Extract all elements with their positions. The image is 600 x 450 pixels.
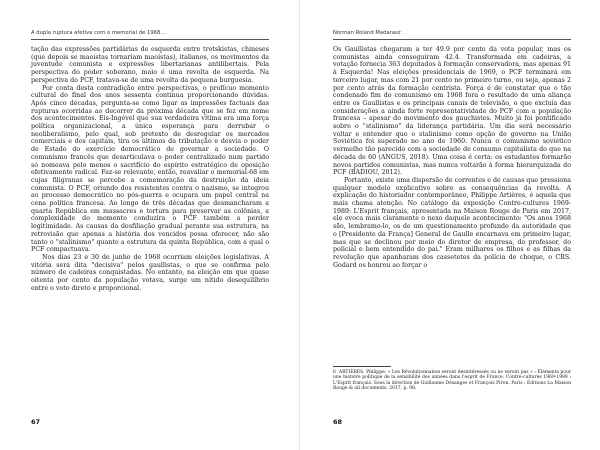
left-header-rule — [31, 39, 269, 40]
footnote — [333, 370, 571, 391]
footnote-rule — [333, 366, 391, 367]
right-running-head: Norman Roland Madarasz — [333, 30, 401, 36]
left-paragraph-3: Nos dias 23 e 30 de junho de 1968 ocorriam eleições legislativas. A vitória será dita "decisiva" pelos gaullistas, o que se confirma pelo número de cadeiras conquistadas. No entanto, na eleição em que quase oitenta por cento da população votava, surge um nítido desequilíbrio entre o voto direto e proporcional. — [31, 253, 269, 292]
right-page — [300, 0, 600, 450]
left-page-number: 67 — [31, 418, 41, 426]
left-running-head: A dupla ruptura afetiva com o memorial de 1968... — [31, 30, 166, 36]
footnote-text: ARTIÈRES, Philippe. « Les Révolutionnaires seront desintéressés ou ne seront pas » : Éléments pour une histoire politique de la sensibilité des années dans l'esprit de France. Contre-cultures 1969-1989 : L'Esprit français. Sous la direction de Guillaume Désanges et François Piron. Paris : Éditions La Maison Rouge & all documents, 2017, p. 98. — [333, 370, 571, 391]
left-body-text — [31, 46, 269, 293]
right-body-text — [333, 46, 571, 269]
right-page-number: 68 — [333, 418, 343, 426]
left-paragraph-2: Por conta desta contradição entre perspectivas, o profícuo momento cultural do final dos anos sessenta continua proporcionando dúvidas. Após cinco décadas, pergunta-se como ligar as impressões factuais das rupturas ocorridas ao decorrer da próxima década que se fez em nome dos acontecimentos. Eis-Ingével que sua verdadeira vítima era uma força política organizacional, a única esperança para derrubar o neoliberalismo, pelo qual, sob pretexto de desregular os mercados comerciais e dos capitais, tira os últimos da tributação e desvia o poder de Estado do exercício democrático de governar a sociedade. O comunismo francês que desarticulava o poder centralizado num partido só nomeava pelo menos o sacrifício do espírito estratégico de oposição efetivamente radical. Faz-se relevante, então, reavaliar o memorial-68 em cujas filigranas se percebe a comemoração da destruição da ideia comunista. O PCF, oriundo dos resistentes contra o nazismo, se integrou ao processo democrático no pós-guerra e ocupara um papel central na cena política francesa. Ao longo de três décadas que desmancharam a quarta República em massacres e tortura para preservar as colônias, a complexidade do momento conduzira o PCF também a perder legitimidade. As causas da desfiliação gradual perante sua estrutura, na retrovisão que apenas a história dos vencidos possa oferecer, não são tanto o "stalinismo" quanto a estrutura da quinta República, com a qual o PCF compactuava. — [31, 84, 269, 254]
left-paragraph-1: tação das expressões partidárias de esquerda entre trotskistas, chineses (que depois se maoistas tornariam maoístas), italianos, os movimentos da juventude comunista e expressões libertarianas antilibertais. Pela perspectiva do poder soberano, maio é uma revolta de esquerda. Na perspectiva do PCF, tratava-se de uma revolta da pequena burguesia. — [31, 46, 269, 84]
right-paragraph-2: Portanto, existe uma dispersão de correntes e de causas que pressiona qualquer modelo explicativo sobre as consequências da revolta. A explicação do historiador contemporâneo, Philippe Artières, é aquela que mais chama atenção. No catálogo da exposição Contre-cultures 1969-1989: L'Esprit français, apresentada na Maison Rouge de Paris em 2017, ele evoca mais claramente o nexo daquele acontecimento: "Os anos 1968 são, lembramo-lo, os de um questionamento profundo da autoridade que o [Presidente da França] General de Gaulle encarnava em primeiro lugar, mas que se declinou por meio do diretor de empresa, do professor, do policial e bem entendido do pai." Eram milhares os filhos e as filhas da revolução que apanharam dos cassetetes da polícia de choque, o CRS. Godard os honrou ao forçar o — [333, 176, 571, 269]
footnote-number: 6 — [333, 370, 336, 375]
right-paragraph-1: Os Gaullistas chegaram a ter 49.9 por cento da vota popular, mas os comunistas ainda conseguiram 42.4. Transformada em cadeiras, a votação fornecia 363 deputados à formação conservadora, mas apenas 91 à Esquerda! Nas eleições presidenciais de 1969, o PCF terminará em terceiro lugar, mas com 21 por cento no primeiro turno, ou seja, apenas 2 por cento atrás da formação centrista. Força é de constatar que o tão condenado fim do comunismo em 1968 fora o resultado de uma aliança entre os Gaullistas e os principais canais de televisão, o que excluía das considerações a ainda forte representatividade do PCF com a população francesa – apesar do movimento dos gauchistes. Muito já foi pontificado sobre o "stalinismo" da liderança partidária. Um dia será necessário voltar e entender que o stalinismo como opção de governo na União Soviética foi superado no ano de 1960. Nunca o comunismo soviético vermelho tão parecido com a sociedade de consumo capitalista do que na década de 60 (ANGUS, 2018). Uma coisa é certa: os estudantes formarão novos partidos comunistas, mas nunca voltarão à forma hierarquizada do PCF (BADIOU, 2012). — [333, 46, 571, 177]
right-header-rule — [333, 39, 571, 40]
